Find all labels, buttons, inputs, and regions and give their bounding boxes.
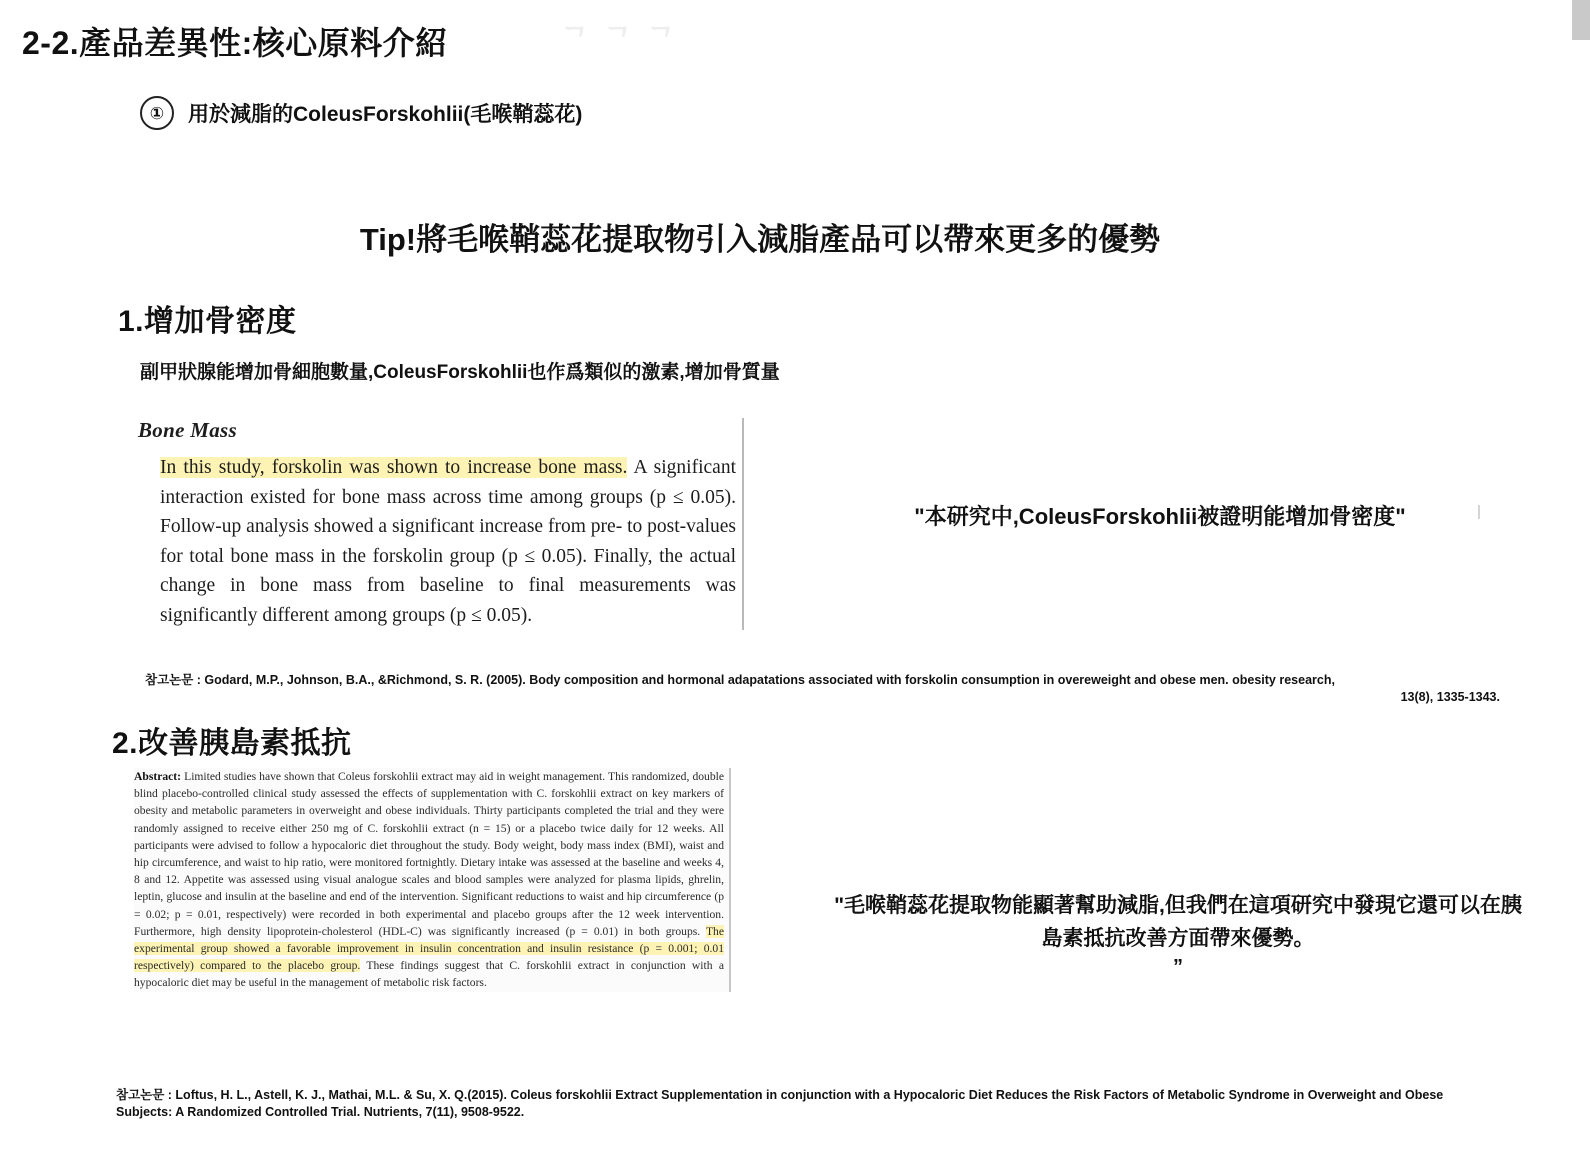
abstract-highlighted-sentence: The experimental group showed a favorable improvement in insulin concentration and insulin resistance (p = 0.001; 0.01 respectively) compared to the placebo group. bbox=[134, 924, 724, 973]
paper-excerpt-rest: A significant interaction existed for bone mass across time among groups (p ≤ 0.05). Follow-up analysis showed a significant increase from pre- to post-values for total bone mass in the forskolin group (p ≤ 0.05). Finally, the actual change in bone mass from baseline to final measurements was significantly different among groups (p ≤ 0.05). bbox=[160, 457, 736, 626]
paper-excerpt-bone-mass bbox=[138, 418, 744, 630]
citation-text: Godard, M.P., Johnson, B.A., &Richmond, S. R. (2005). Body composition and hormonal adapatations associated with forskolin consumption in overeweight and obese men. obesity research, bbox=[204, 673, 1335, 687]
abstract-part-2: These findings suggest that C. forskohlii extract in conjunction with a hypocaloric diet may be useful in the management of metabolic risk factors. bbox=[134, 959, 724, 990]
abstract-label: Abstract: bbox=[134, 770, 182, 783]
scrollbar[interactable] bbox=[1572, 0, 1590, 1166]
citation-label: 참고논문 : bbox=[116, 1088, 172, 1102]
citation-tail: 13(8), 1335-1343. bbox=[1400, 690, 1500, 704]
section-1-heading: 1.增加骨密度 bbox=[118, 305, 297, 338]
highlighted-sentence: In this study, forskolin was shown to increase bone mass. bbox=[160, 457, 628, 478]
paper-excerpt-title: Bone Mass bbox=[138, 418, 237, 442]
section-1-quote: "本研究中,ColeusForskohlii被證明能增加骨密度" bbox=[914, 504, 1406, 529]
section-2-quote bbox=[828, 890, 1528, 977]
watermark-text: ᄀᄀᄀ bbox=[560, 25, 689, 58]
section-1-citation bbox=[145, 672, 1500, 706]
bullet-item bbox=[140, 96, 582, 130]
section-2-citation bbox=[116, 1087, 1476, 1121]
section-2-quote-text: "毛喉鞘蕊花提取物能顯著幫助減脂,但我們在這項研究中發現它還可以在胰島素抵抗改善方面帶來優勢。 bbox=[834, 894, 1522, 950]
section-2-heading: 2.改善胰島素抵抗 bbox=[112, 727, 352, 760]
citation-label: 참고논문 : bbox=[145, 673, 201, 687]
paper-excerpt-body bbox=[138, 453, 736, 630]
bullet-label: 用於減脂的ColeusForskohlii(毛喉鞘蕊花) bbox=[188, 103, 583, 126]
tip-headline: Tip!將毛喉鞘蕊花提取物引入減脂產品可以帶來更多的優勢 bbox=[359, 222, 1161, 257]
paper-excerpt-abstract bbox=[134, 768, 731, 992]
circled-number-icon: ① bbox=[140, 96, 174, 130]
decorative-tick-icon bbox=[1478, 505, 1480, 519]
abstract-part-1: Limited studies have shown that Coleus forskohlii extract may aid in weight management. This randomized, double blind placebo-controlled clinical study assessed the effects of supplementation with C. forskohlii extract on key markers of obesity and metabolic parameters in overweight and obese individuals. Thirty participants completed the trial and they were randomly assigned to receive either 250 mg of C. forskohlii extract (n = 15) or a placebo twice daily for 12 weeks. All participants were advised to follow a hypocaloric diet throughout the study. Body weight, body mass index (BMI), waist and hip circumference, and waist to hip ratio, were monitored fortnightly. Dietary intake was assessed at the baseline and weeks 4, 8 and 12. Appetite was assessed using visual analogue scales and blood samples were analyzed for plasma lipids, ghrelin, leptin, glucose and insulin at the baseline and end of the intervention. Significant reductions to waist and hip circumference (p = 0.02; p = 0.01, respectively) were recorded in both experimental and placebo groups after the 12 week intervention. Furthermore, high density lipoprotein-cholesterol (HDL-C) was significantly increased (p = 0.01) in both groups. bbox=[134, 770, 725, 938]
section-2-quote-closing: ” bbox=[1173, 956, 1183, 979]
citation-text: Loftus, H. L., Astell, K. J., Mathai, M.L. & Su, X. Q.(2015). Coleus forskohlii Extract Supplementation in conjunction with a Hypocaloric Diet Reduces the Risk Factors of Metabolic Syndrome in Overweight and Obese Subjects: A Randomized Controlled Trial. Nutrients, 7(11), 9508-9522. bbox=[116, 1088, 1444, 1119]
scrollbar-thumb[interactable] bbox=[1572, 0, 1590, 40]
page-title: 2-2.產品差異性:核心原料介紹 bbox=[22, 25, 448, 61]
section-1-subheading: 副甲狀腺能增加骨細胞數量,ColeusForskohlii也作爲類似的激素,增加骨質量 bbox=[140, 362, 780, 383]
